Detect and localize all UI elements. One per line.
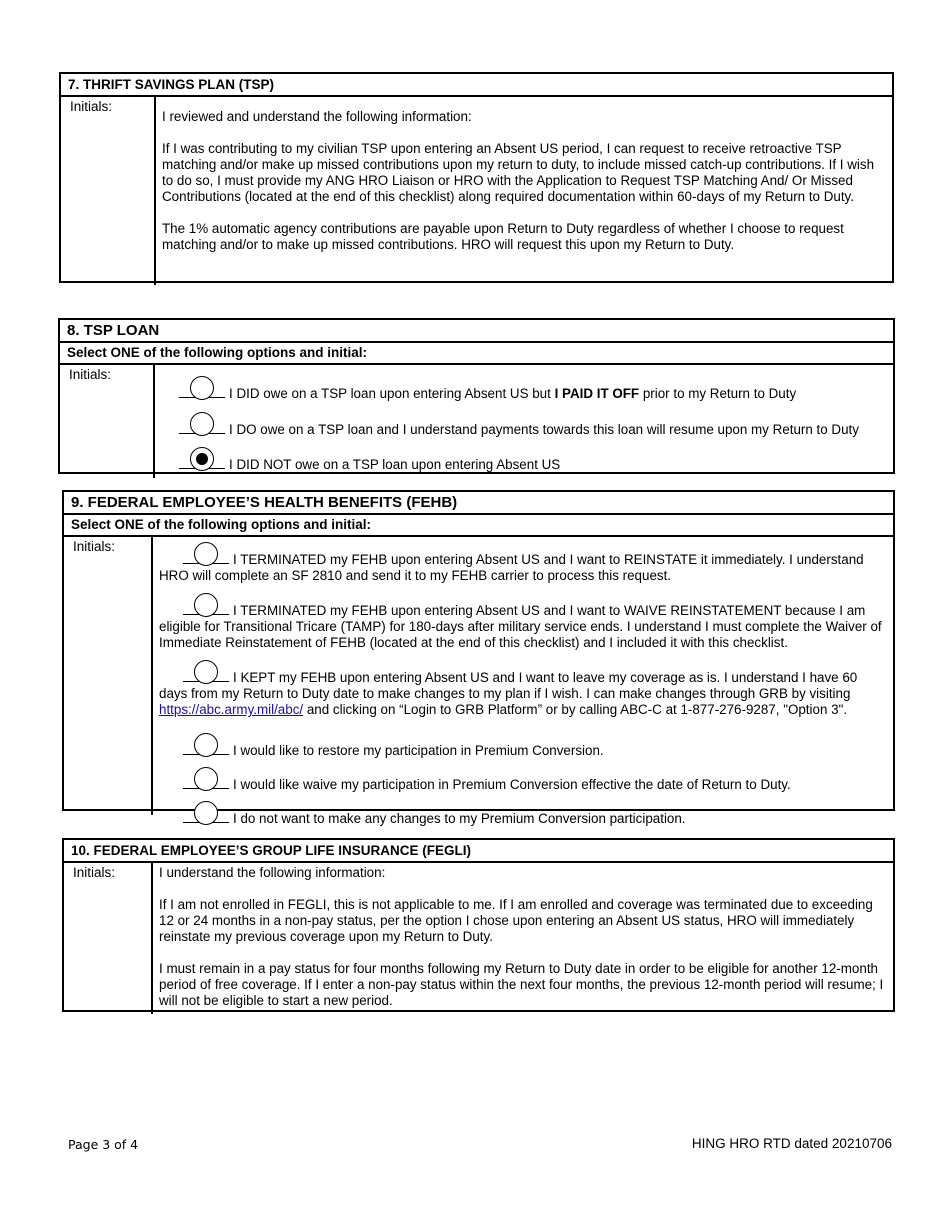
tsp-loan-option-did-not-owe[interactable]: I DID NOT owe on a TSP loan upon entering Absent US (179, 454, 887, 473)
fehb-option-reinstate[interactable]: I TERMINATED my FEHB upon entering Absent US and I want to REINSTATE it immediately. I understand HRO will complete an SF 2810 and send it to my FEHB carrier to process this request. (159, 549, 887, 584)
radio-button[interactable] (190, 412, 214, 436)
paragraph: If I was contributing to my civilian TSP upon entering an Absent US period, I can request to receive retroactive TSP matching and/or make up missed contributions upon my return to duty, to include missed catch-up contributions. If I wish to do so, I must provide my ANG HRO Liaison or HRO with the Application to Request TSP Matching And/ Or Missed Contributions (located at the end of this checklist) along required documentation within 60-days of my Return to Duty. (162, 141, 875, 204)
radio-button[interactable] (194, 660, 218, 684)
radio-button-selected[interactable] (190, 447, 214, 471)
premium-option-waive[interactable]: I would like waive my participation in Premium Conversion effective the date of Return to Duty. (159, 774, 887, 793)
section-subtitle: Select ONE of the following options and initial: (60, 343, 893, 365)
abc-link[interactable]: https://abc.army.mil/abc/ (159, 702, 304, 717)
paragraph: I reviewed and understand the following information: (162, 109, 472, 124)
fehb-option-waive[interactable]: I TERMINATED my FEHB upon entering Absent US and I want to WAIVE REINSTATEMENT because I am eligible for Transitional Tricare (TAMP) for 180-days after military service ends. I understand I must complete the Waiver of Immediate Reinstatement of FEHB (located at the end of this checklist) and I included it with this checklist. (159, 600, 887, 651)
section-tsp (59, 72, 894, 283)
section-title: 7. THRIFT SAVINGS PLAN (TSP) (61, 74, 892, 97)
radio-button[interactable] (190, 376, 214, 400)
radio-button[interactable] (194, 767, 218, 791)
paragraph: The 1% automatic agency contributions are payable upon Return to Duty regardless of whether I choose to request matching and/or to make up missed contributions. HRO will request this upon my Return to Duty. (162, 221, 844, 252)
section-fegli (62, 838, 895, 1012)
initials-label[interactable]: Initials: (61, 97, 156, 285)
section-fehb (62, 490, 895, 826)
section-tsp-loan (58, 318, 895, 474)
section-subtitle: Select ONE of the following options and initial: (64, 515, 893, 537)
initials-label[interactable]: Initials: (60, 365, 155, 478)
premium-option-no-change[interactable]: I do not want to make any changes to my Premium Conversion participation. (159, 808, 887, 827)
paragraph: I must remain in a pay status for four months following my Return to Duty date in order to be eligible for another 12-month period of free coverage. If I enter a non-pay status within the next four months, the previous 12-month period will resume; I will not be eligible to start a new period. (159, 961, 884, 1008)
fehb-option-kept[interactable]: I KEPT my FEHB upon entering Absent US and I want to leave my coverage as is. I understand I have 60 days from my Return to Duty date to make changes to my plan if I wish. I can make changes through GRB by visiting https://abc.army.mil/abc/ and clicking on “Login to GRB Platform” or by calling ABC-C at 1-877-276-9287, "Option 3". (159, 667, 887, 718)
paragraph: If I am not enrolled in FEGLI, this is not applicable to me. If I am enrolled and coverage was terminated due to exceeding 12 or 24 months in a non-pay status, per the option I chose upon entering an Absent US status, HRO will immediately reinstate my previous coverage upon my Return to Duty. (159, 897, 873, 944)
tsp-loan-option-owe[interactable]: I DO owe on a TSP loan and I understand payments towards this loan will resume upon my Return to Duty (179, 419, 887, 438)
page-number: Page 3 of 4 (68, 1137, 139, 1152)
radio-button[interactable] (194, 733, 218, 757)
tsp-loan-option-paid-off[interactable]: I DID owe on a TSP loan upon entering Absent US but I PAID IT OFF prior to my Return to Duty (179, 383, 887, 402)
paragraph: I understand the following information: (159, 865, 386, 880)
section-title: 8. TSP LOAN (60, 320, 893, 343)
radio-button[interactable] (194, 542, 218, 566)
section-title: 9. FEDERAL EMPLOYEE’S HEALTH BENEFITS (FEHB) (64, 492, 893, 515)
radio-button[interactable] (194, 801, 218, 825)
initials-label[interactable]: Initials: (64, 537, 153, 815)
section-title: 10. FEDERAL EMPLOYEE’S GROUP LIFE INSURANCE (FEGLI) (64, 840, 893, 863)
document-id: HING HRO RTD dated 20210706 (691, 1136, 892, 1151)
radio-button[interactable] (194, 593, 218, 617)
premium-option-restore[interactable]: I would like to restore my participation in Premium Conversion. (159, 740, 887, 759)
initials-label[interactable]: Initials: (64, 863, 153, 1014)
